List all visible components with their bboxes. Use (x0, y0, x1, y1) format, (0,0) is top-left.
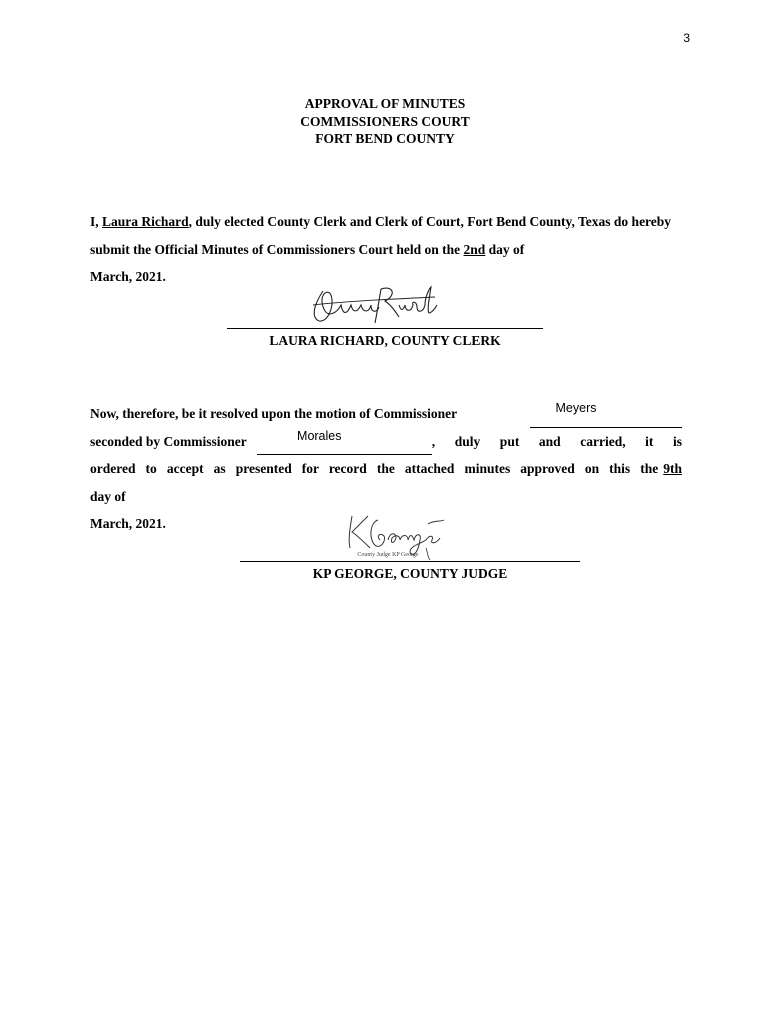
resolution-text-e: day of (90, 488, 126, 504)
certification-paragraph (90, 208, 682, 291)
heading-line-1: APPROVAL OF MINUTES (304, 96, 466, 111)
cert-text-a: , duly elected County Clerk and Clerk of Court, Fort Bend County, Texas do hereby submit the Official Minutes of Commissioners Court held on the (90, 214, 672, 257)
clerk-signature-caption: LAURA RICHARD, COUNTY CLERK (269, 333, 501, 348)
motion-commissioner-name: Meyers (555, 401, 597, 415)
resolution-text-a: Now, therefore, be it resolved upon the motion of Commissioner (90, 406, 458, 421)
page-number: 3 (683, 31, 690, 45)
resolution-line-2 (90, 428, 682, 456)
resolution-line-1 (90, 400, 682, 428)
motion-commissioner-field (530, 400, 682, 428)
resolution-line-3 (90, 455, 682, 483)
judge-signature-line (240, 561, 580, 562)
cert-text-b: day of (485, 241, 525, 257)
resolution-text-b: seconded by Commissioner (90, 433, 247, 449)
meeting-day: 2nd (463, 241, 486, 257)
judge-signature-stamp: County Judge KP George (357, 552, 419, 558)
approval-day: 9th (663, 461, 682, 476)
seconded-commissioner-field (257, 428, 432, 456)
resolution-text-d: ordered to accept as presented for record the attached minutes approved on this the (90, 461, 659, 476)
cert-prefix: I, (90, 214, 103, 229)
seconded-commissioner-name: Morales (297, 428, 342, 443)
clerk-name: Laura Richard (102, 214, 189, 229)
document-heading (0, 95, 770, 148)
heading-line-3: FORT BEND COUNTY (315, 131, 455, 146)
heading-line-2: COMMISSIONERS COURT (300, 113, 470, 129)
resolution-month-year: March, 2021. (90, 516, 166, 531)
clerk-signature-line (227, 328, 543, 329)
clerk-signature (305, 283, 440, 329)
resolution-text-c: , duly put and carried, it is (431, 433, 682, 449)
judge-signature-caption: KP GEORGE, COUNTY JUDGE (312, 566, 508, 581)
cert-month-year: March, 2021. (90, 269, 166, 284)
